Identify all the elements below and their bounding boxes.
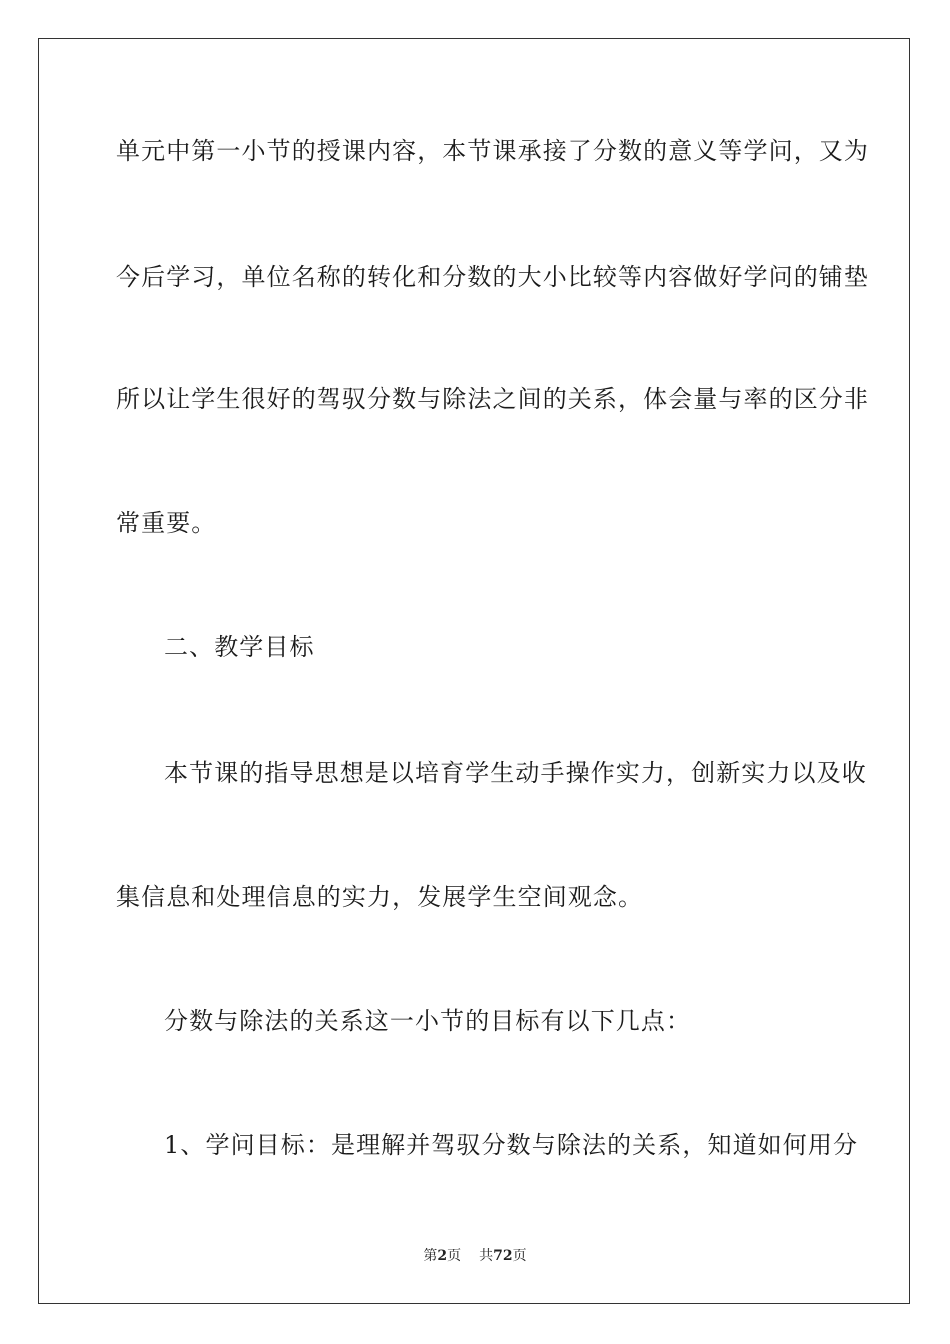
page-number: 2 bbox=[437, 1248, 448, 1264]
total-suffix: 页 bbox=[512, 1248, 527, 1264]
total-pages: 72 bbox=[493, 1248, 513, 1264]
body-line-9: 1、学问目标：是理解并驾驭分数与除法的关系，知道如何用分 bbox=[164, 1131, 859, 1159]
body-line-3: 所以让学生很好的驾驭分数与除法之间的关系，体会量与率的区分非 bbox=[116, 385, 869, 413]
body-line-7: 集信息和处理信息的实力，发展学生空间观念。 bbox=[116, 883, 644, 911]
body-line-8: 分数与除法的关系这一小节的目标有以下几点： bbox=[164, 1007, 692, 1035]
total-prefix: 共 bbox=[479, 1248, 494, 1264]
page-prefix: 第 bbox=[423, 1248, 438, 1264]
body-line-4: 常重要。 bbox=[116, 509, 217, 537]
section-heading: 二、教学目标 bbox=[164, 633, 315, 661]
page-suffix: 页 bbox=[447, 1248, 462, 1264]
page-footer bbox=[0, 1247, 950, 1265]
page-border bbox=[38, 38, 910, 1304]
body-line-2: 今后学习，单位名称的转化和分数的大小比较等内容做好学问的铺垫 bbox=[116, 263, 869, 291]
body-line-6: 本节课的指导思想是以培育学生动手操作实力，创新实力以及收 bbox=[164, 759, 867, 787]
body-line-1: 单元中第一小节的授课内容，本节课承接了分数的意义等学问，又为 bbox=[116, 137, 869, 165]
